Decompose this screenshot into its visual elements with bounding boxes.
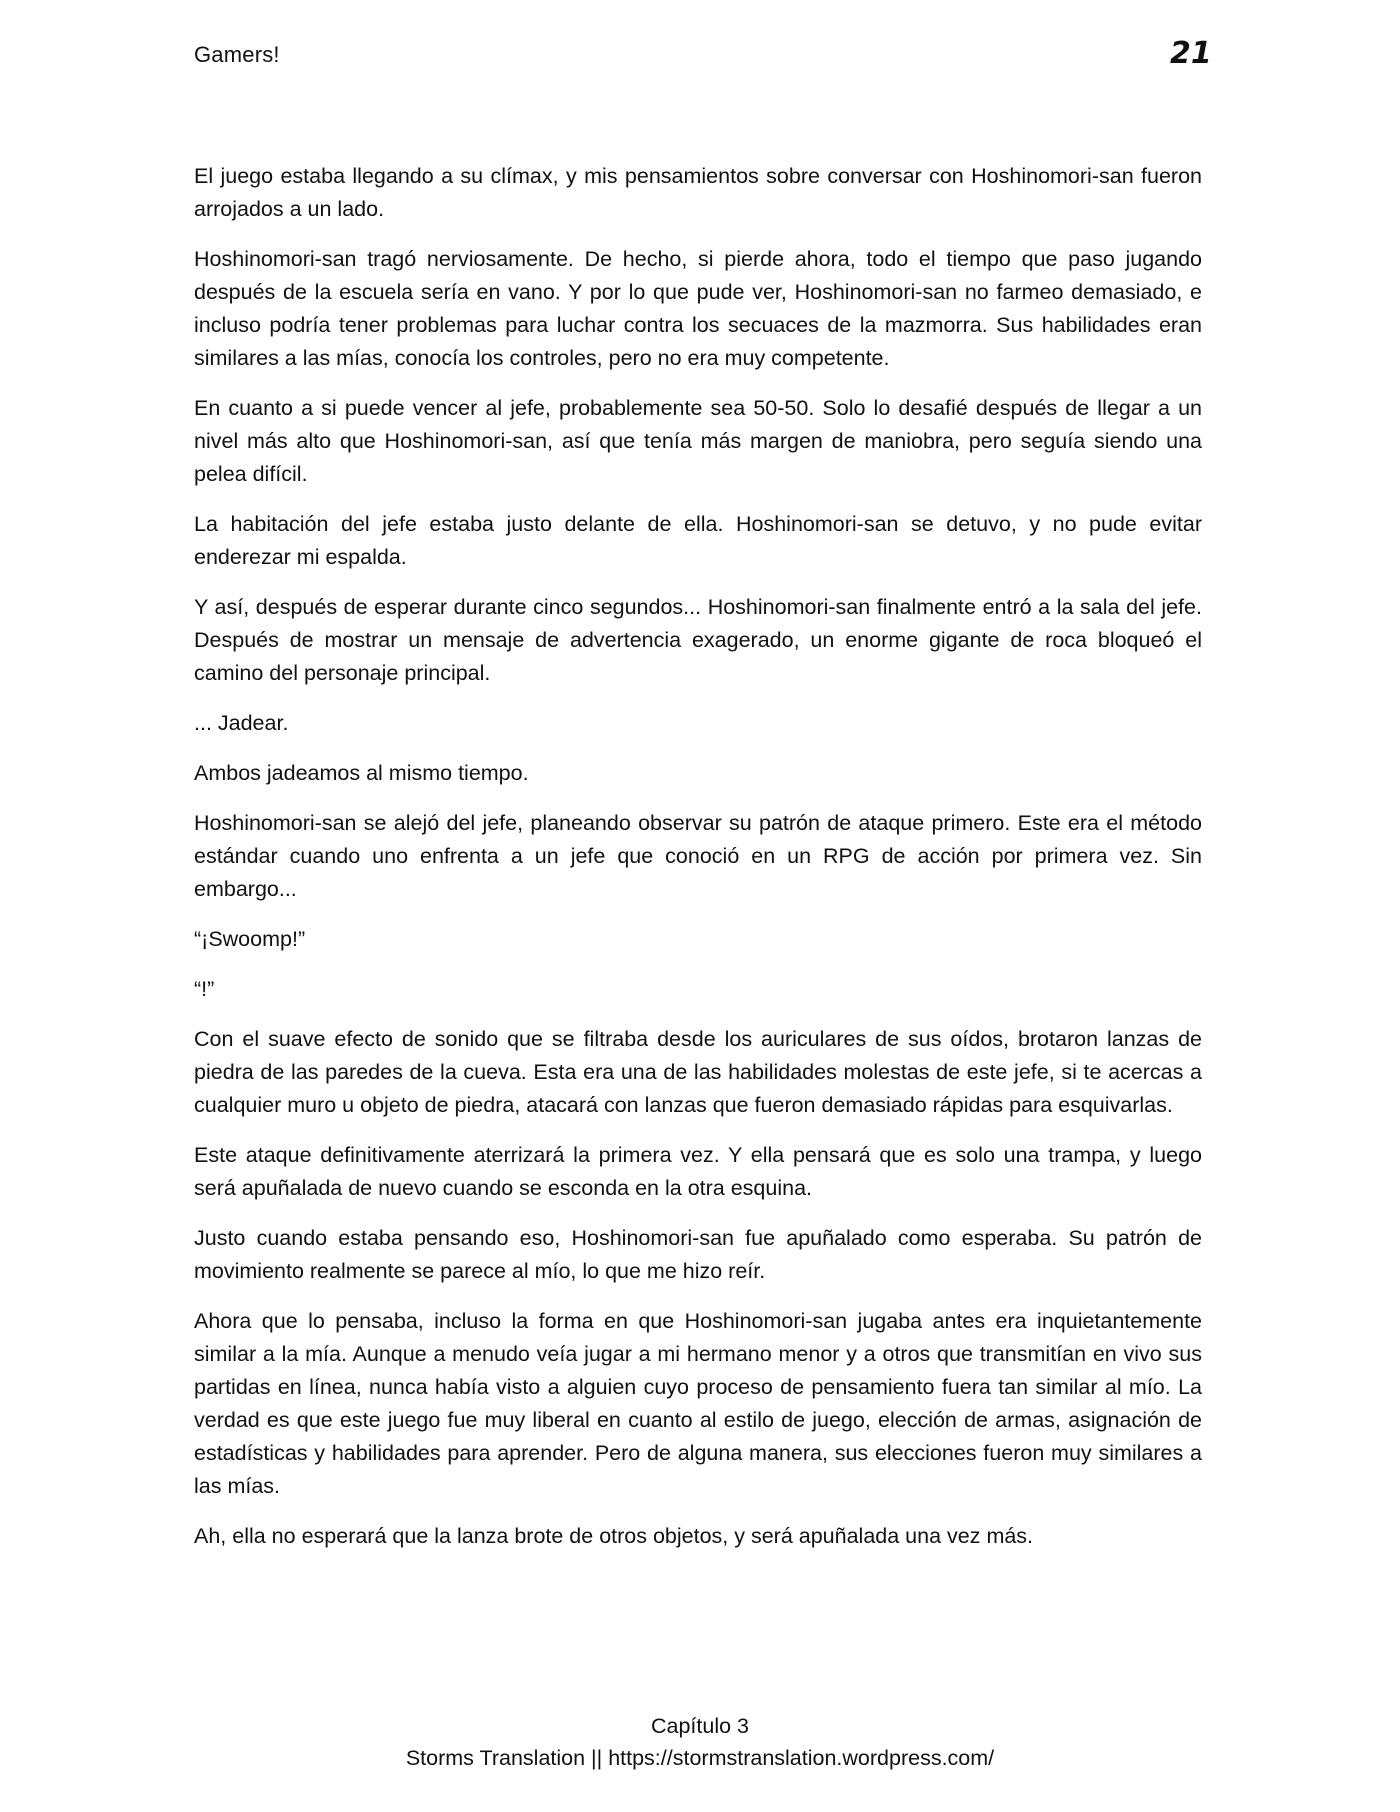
paragraph: La habitación del jefe estaba justo delante de ella. Hoshinomori-san se detuvo, y no pude evitar enderezar mi espalda. [194,512,1202,569]
paragraph: Con el suave efecto de sonido que se filtraba desde los auriculares de sus oídos, brotaron lanzas de piedra de las paredes de la cueva. Esta era una de las habilidades molestas de este jefe, si te acercas a cualquier muro u objeto de piedra, atacará con lanzas que fueron demasiado rápidas para esquivarlas. [194,1027,1202,1117]
paragraph: Justo cuando estaba pensando eso, Hoshinomori-san fue apuñalado como esperaba. Su patrón de movimiento realmente se parece al mío, lo que me hizo reír. [194,1226,1202,1283]
paragraph: “!” [194,977,215,1001]
paragraph: El juego estaba llegando a su clímax, y mis pensamientos sobre conversar con Hoshinomori-san fueron arrojados a un lado. [194,164,1202,221]
header-title: Gamers! [194,42,280,67]
paragraph: Ambos jadeamos al mismo tiempo. [194,761,529,785]
footer-credit: Storms Translation || https://stormstranslation.wordpress.com/ [405,1746,995,1770]
paragraph: Este ataque definitivamente aterrizará la primera vez. Y ella pensará que es solo una trampa, y luego será apuñalada de nuevo cuando se esconda en la otra esquina. [194,1143,1202,1200]
paragraph: Ah, ella no esperará que la lanza brote de otros objetos, y será apuñalada una vez más. [194,1524,1034,1548]
paragraph: Hoshinomori-san tragó nerviosamente. De hecho, si pierde ahora, todo el tiempo que paso jugando después de la escuela sería en vano. Y por lo que pude ver, Hoshinomori-san no farmeo demasiado, e incluso podría tener problemas para luchar contra los secuaces de la mazmorra. Sus habilidades eran similares a las mías, conocía los controles, pero no era muy competente. [194,247,1202,370]
paragraph: ... Jadear. [194,711,289,735]
paragraph: Hoshinomori-san se alejó del jefe, planeando observar su patrón de ataque primero. Este era el método estándar cuando uno enfrenta a un jefe que conoció en un RPG de acción por primera vez. Sin embargo... [194,811,1202,901]
body-text [194,160,1202,1570]
paragraph: En cuanto a si puede vencer al jefe, probablemente sea 50-50. Solo lo desafié después de llegar a un nivel más alto que Hoshinomori-san, así que tenía más margen de maniobra, pero seguía siendo una pelea difícil. [194,396,1202,486]
paragraph: Y así, después de esperar durante cinco segundos... Hoshinomori-san finalmente entró a la sala del jefe. Después de mostrar un mensaje de advertencia exagerado, un enorme gigante de roca bloqueó el camino del personaje principal. [194,595,1202,685]
paragraph: Ahora que lo pensaba, incluso la forma en que Hoshinomori-san jugaba antes era inquietantemente similar a la mía. Aunque a menudo veía jugar a mi hermano menor y a otros que transmitían en vivo sus partidas en línea, nunca había visto a alguien cuyo proceso de pensamiento fuera tan similar al mío. La verdad es que este juego fue muy liberal en cuanto al estilo de juego, elección de armas, asignación de estadísticas y habilidades para aprender. Pero de alguna manera, sus elecciones fueron muy similares a las mías. [194,1309,1202,1498]
footer-chapter: Capítulo 3 [650,1714,749,1738]
page-number: 21 [1170,36,1212,71]
paragraph: “¡Swoomp!” [194,927,306,951]
